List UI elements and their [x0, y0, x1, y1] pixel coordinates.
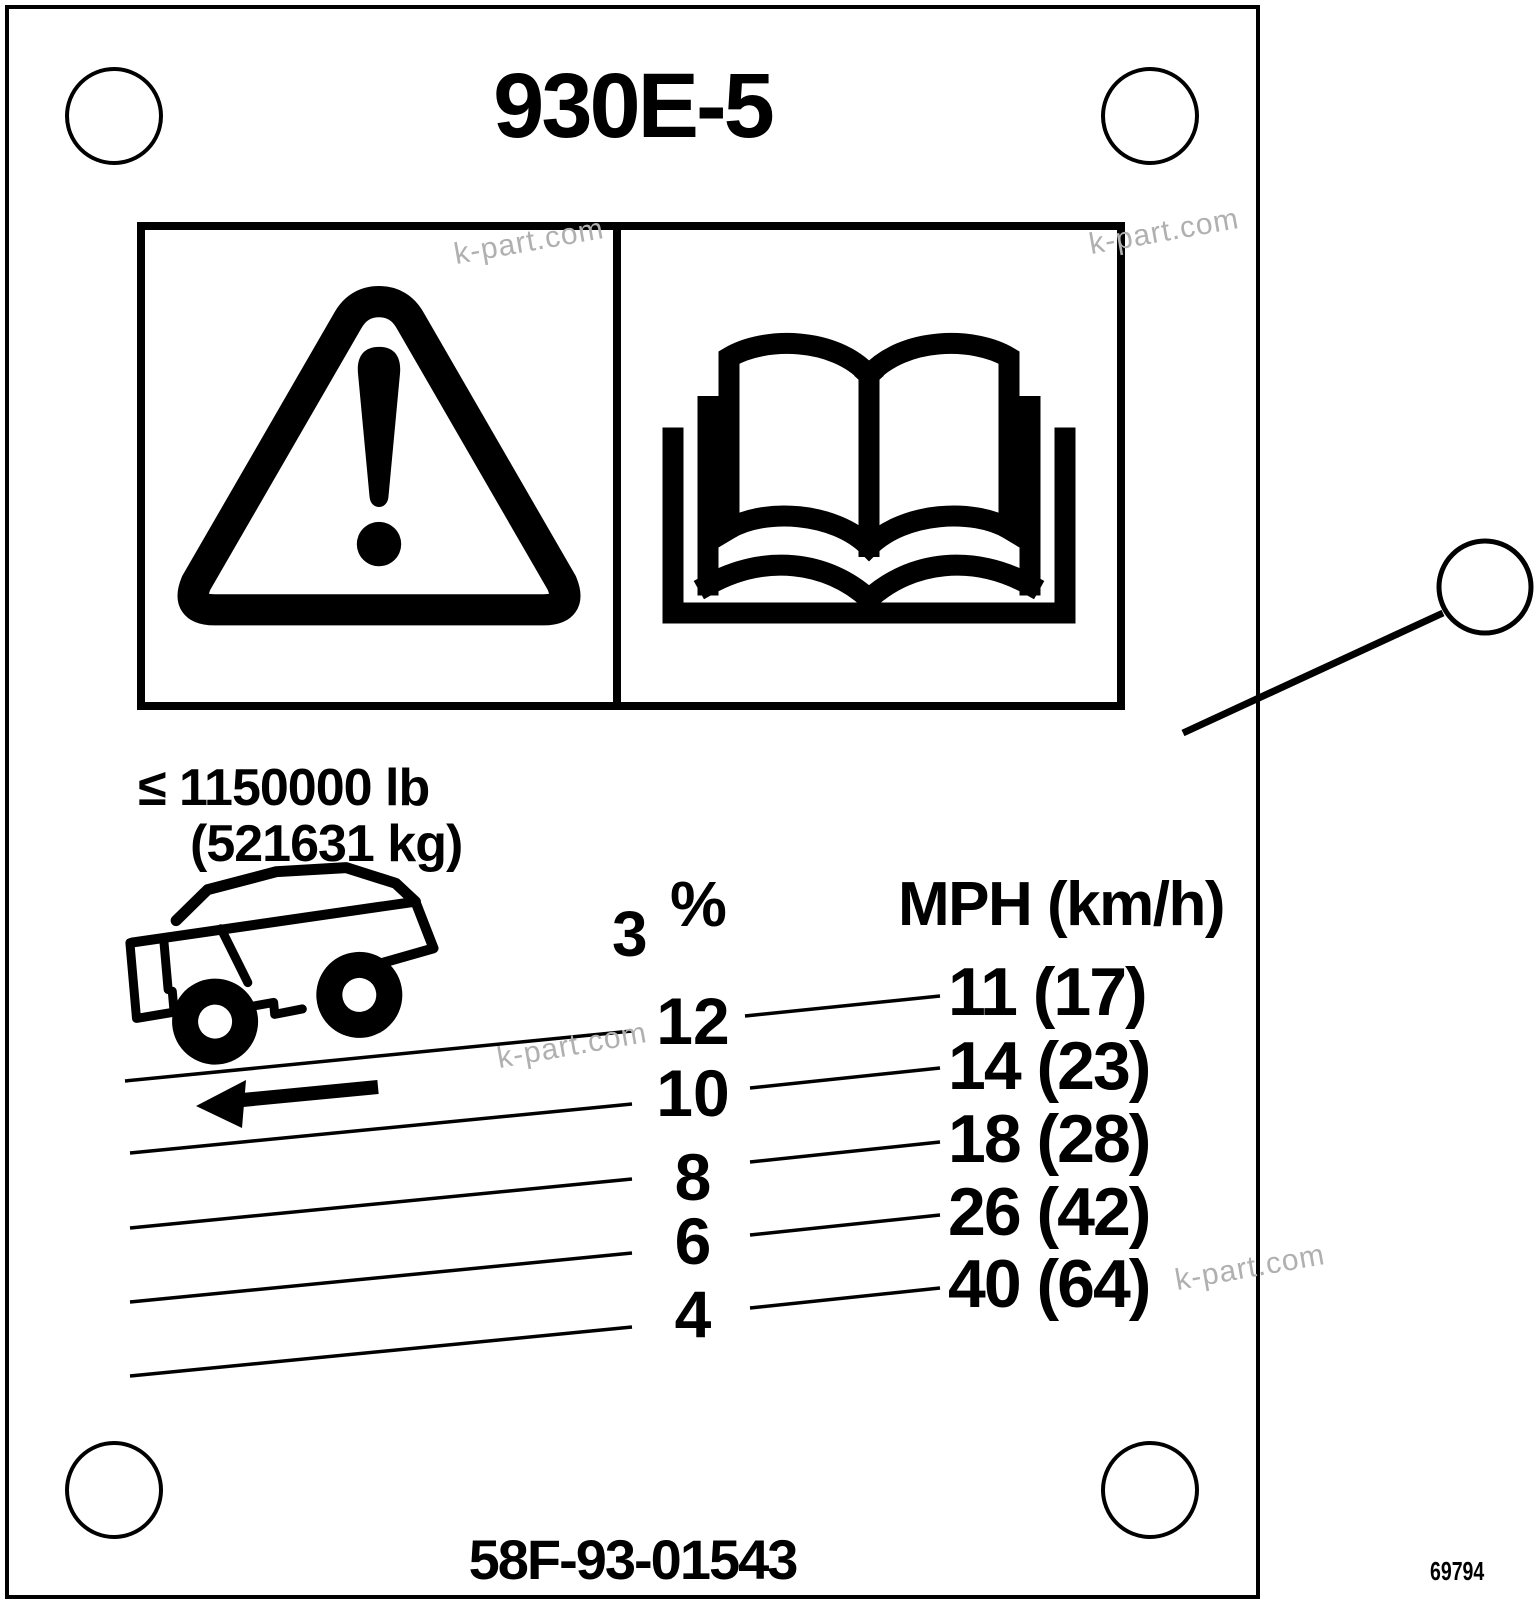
- haul-truck-icon: [118, 845, 458, 1075]
- callout-balloon: [1439, 541, 1531, 633]
- grade-row-value: 4: [674, 1277, 712, 1351]
- mounting-hole-bottom-right: [1101, 1441, 1199, 1539]
- speed-row-value: 11 (17): [948, 954, 1146, 1030]
- model-title: 930E-5: [493, 55, 772, 157]
- warning-cell: [145, 230, 613, 702]
- watermark: k-part.com: [451, 212, 607, 271]
- grade-header-value: 3: [612, 898, 648, 970]
- grade-row-value: 6: [674, 1204, 712, 1278]
- speed-row-value: 14 (23): [948, 1028, 1150, 1104]
- watermark: k-part.com: [1172, 1238, 1328, 1297]
- speed-column-header: MPH (km/h): [898, 870, 1224, 939]
- warning-pictogram-panel: [137, 222, 1125, 710]
- read-operators-manual-icon: [638, 291, 1100, 641]
- grade-header-unit: %: [670, 868, 727, 940]
- grade-row-value: 12: [656, 984, 730, 1058]
- speed-row-value: 18 (28): [948, 1101, 1150, 1177]
- warning-triangle-icon: [153, 268, 605, 664]
- grade-row-value: 10: [656, 1056, 730, 1130]
- payload-limit-lb: ≤ 1150000 lb: [138, 759, 430, 817]
- speed-row-value: 40 (64): [948, 1246, 1150, 1322]
- figure-number: 69794: [1430, 1556, 1485, 1586]
- mounting-hole-bottom-left: [65, 1441, 163, 1539]
- manual-cell: [621, 230, 1117, 702]
- part-number: 58F-93-01543: [468, 1528, 797, 1591]
- payload-limit-kg: (521631 kg): [190, 815, 463, 873]
- watermark: k-part.com: [1086, 202, 1242, 261]
- speed-row-value: 26 (42): [948, 1174, 1150, 1250]
- grade-row-value: 8: [674, 1140, 712, 1214]
- pictogram-divider: [613, 230, 621, 702]
- watermark: k-part.com: [494, 1016, 650, 1075]
